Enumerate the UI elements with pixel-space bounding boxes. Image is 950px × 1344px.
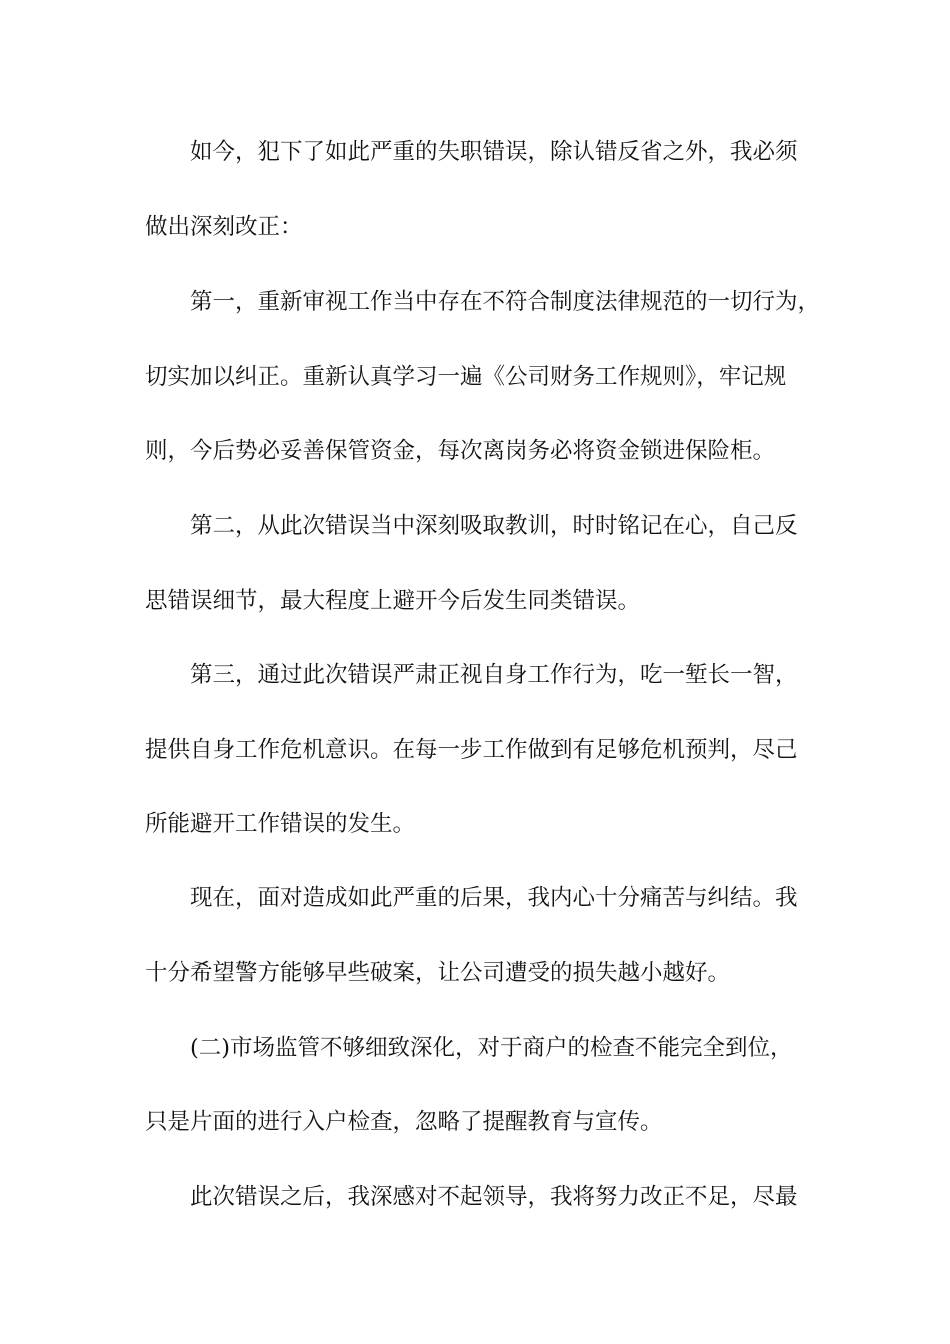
paragraph-line: 第三，通过此次错误严肃正视自身工作行为，吃一堑长一智，	[190, 662, 798, 688]
paragraph-line: 现在，面对造成如此严重的后果，我内心十分痛苦与纠结。我	[190, 885, 798, 911]
paragraph-line: 只是片面的进行入户检查，忽略了提醒教育与宣传。	[145, 1109, 663, 1135]
paragraph-line: 所能避开工作错误的发生。	[145, 811, 416, 837]
paragraph-line: 如今，犯下了如此严重的失职错误，除认错反省之外，我必须	[190, 139, 798, 165]
paragraph-line: 此次错误之后，我深感对不起领导，我将努力改正不足，尽最	[190, 1184, 798, 1210]
paragraph-line: (二)市场监管不够细致深化，对于商户的检查不能完全到位，	[190, 1035, 793, 1061]
paragraph-line: 切实加以纠正。重新认真学习一遍《公司财务工作规则》，牢记规	[145, 364, 787, 390]
paragraph-line: 第二，从此次错误当中深刻吸取教训，时时铭记在心，自己反	[190, 513, 798, 539]
paragraph-line: 第一，重新审视工作当中存在不符合制度法律规范的一切行为，	[190, 289, 821, 315]
paragraph-line: 提供自身工作危机意识。在每一步工作做到有足够危机预判，尽己	[145, 737, 798, 763]
paragraph-line: 做出深刻改正：	[145, 214, 303, 240]
paragraph-line: 十分希望警方能够早些破案，让公司遭受的损失越小越好。	[145, 960, 731, 986]
paragraph-line: 则，今后势必妥善保管资金，每次离岗务必将资金锁进保险柜。	[145, 438, 776, 464]
paragraph-line: 思错误细节，最大程度上避开今后发生同类错误。	[145, 588, 641, 614]
